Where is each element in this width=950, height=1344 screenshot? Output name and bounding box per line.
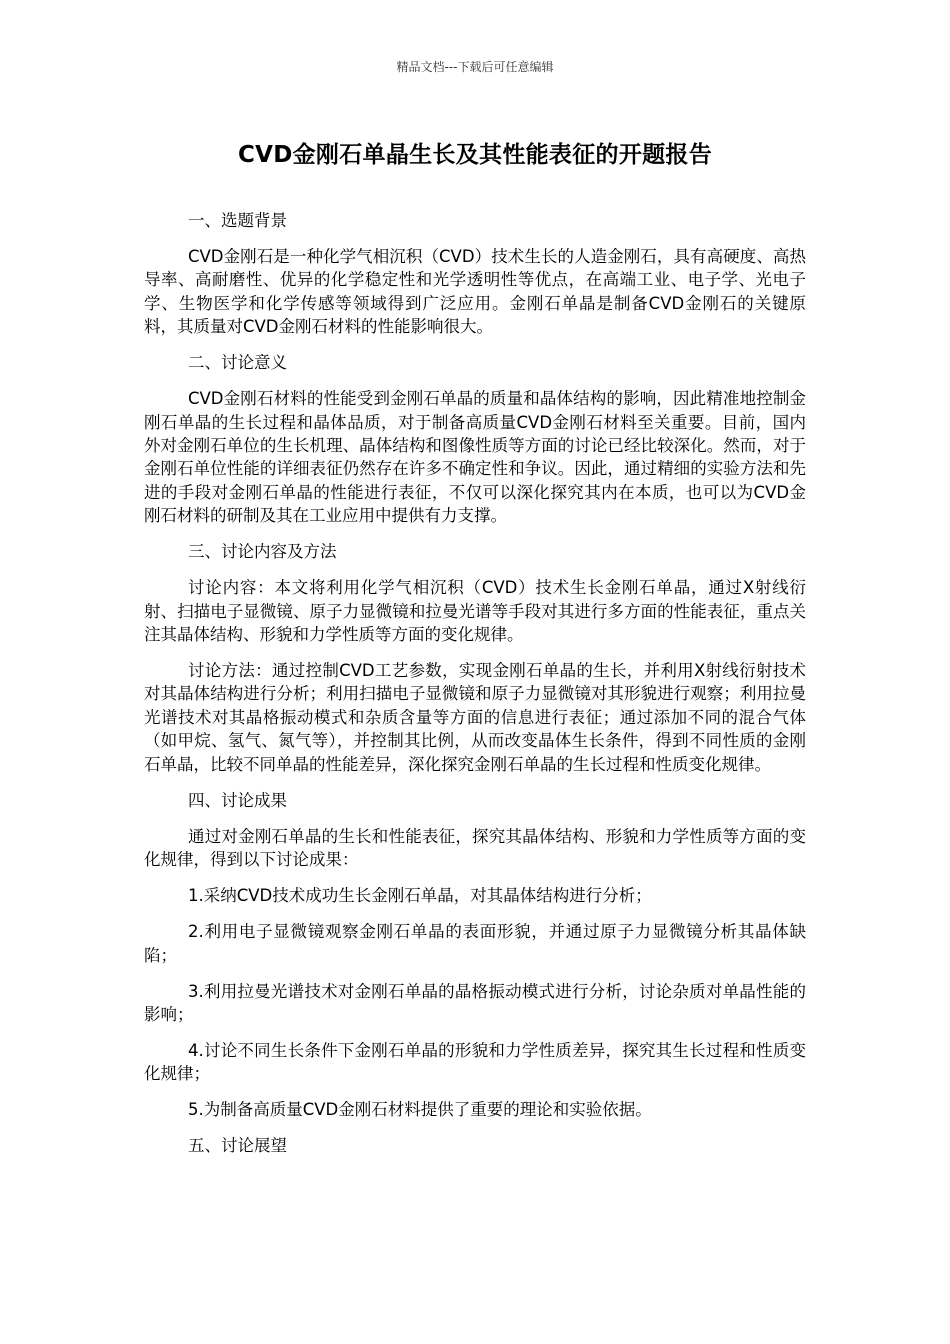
- paragraph-results-intro: 通过对金刚石单晶的生长和性能表征，探究其晶体结构、形貌和力学性质等方面的变化规律，得到以下讨论成果：: [144, 826, 806, 870]
- section-heading-results: 四、讨论成果: [188, 790, 287, 810]
- result-item: 1.采纳CVD技术成功生长金刚石单晶，对其晶体结构进行分析；: [188, 886, 652, 906]
- section-heading-content-methods: 三、讨论内容及方法: [188, 542, 337, 562]
- result-item: 2.利用电子显微镜观察金刚石单晶的表面形貌，并通过原子力显微镜分析其晶体缺陷；: [144, 922, 806, 965]
- paragraph-content: 讨论内容：本文将利用化学气相沉积（CVD）技术生长金刚石单晶，通过X射线衍射、扫描电子显微镜、原子力显微镜和拉曼光谱等手段对其进行多方面的性能表征，重点关注其晶体结构、形貌和力学性质等方面的变化规律。: [144, 578, 806, 645]
- paragraph-background: CVD金刚石是一种化学气相沉积（CVD）技术生长的人造金刚石，具有高硬度、高热导率、高耐磨性、优异的化学稳定性和光学透明性等优点，在高端工业、电子学、光电子学、生物医学和化学传感等领域得到广泛应用。金刚石单晶是制备CVD金刚石的关键原料，其质量对CVD金刚石材料的性能影响很大。: [144, 247, 806, 337]
- document-title: CVD金刚石单晶生长及其性能表征的开题报告: [237, 142, 713, 168]
- document-body: [144, 209, 806, 1170]
- page-header: 精品文档---下载后可任意编辑: [396, 60, 554, 74]
- result-item: 5.为制备高质量CVD金刚石材料提供了重要的理论和实验依据。: [188, 1100, 652, 1120]
- paragraph-methods: 讨论方法：通过控制CVD工艺参数，实现金刚石单晶的生长，并利用X射线衍射技术对其晶体结构进行分析；利用扫描电子显微镜和原子力显微镜对其形貌进行观察；利用拉曼光谱技术对其晶格振动模式和杂质含量等方面的信息进行表征；通过添加不同的混合气体（如甲烷、氢气、氮气等），并控制其比例，从而改变晶体生长条件，得到不同性质的金刚石单晶，比较不同单晶的性能差异，深化探究金刚石单晶的生长过程和性质变化规律。: [144, 661, 806, 774]
- result-item: 3.利用拉曼光谱技术对金刚石单晶的晶格振动模式进行分析，讨论杂质对单晶性能的影响；: [144, 981, 806, 1024]
- paragraph-significance: CVD金刚石材料的性能受到金刚石单晶的质量和晶体结构的影响，因此精准地控制金刚石单晶的生长过程和晶体品质，对于制备高质量CVD金刚石材料至关重要。目前，国内外对金刚石单位的生长机理、晶体结构和图像性质等方面的讨论已经比较深化。然而，对于金刚石单位性能的详细表征仍然存在许多不确定性和争议。因此，通过精细的实验方法和先进的手段对金刚石单晶的性能进行表征，不仅可以深化探究其内在本质，也可以为CVD金刚石材料的研制及其在工业应用中提供有力支撑。: [144, 389, 806, 526]
- section-heading-outlook: 五、讨论展望: [188, 1136, 287, 1156]
- section-heading-significance: 二、讨论意义: [188, 353, 287, 373]
- section-heading-background: 一、选题背景: [188, 211, 287, 230]
- result-item: 4.讨论不同生长条件下金刚石单晶的形貌和力学性质差异，探究其生长过程和性质变化规律；: [144, 1040, 806, 1084]
